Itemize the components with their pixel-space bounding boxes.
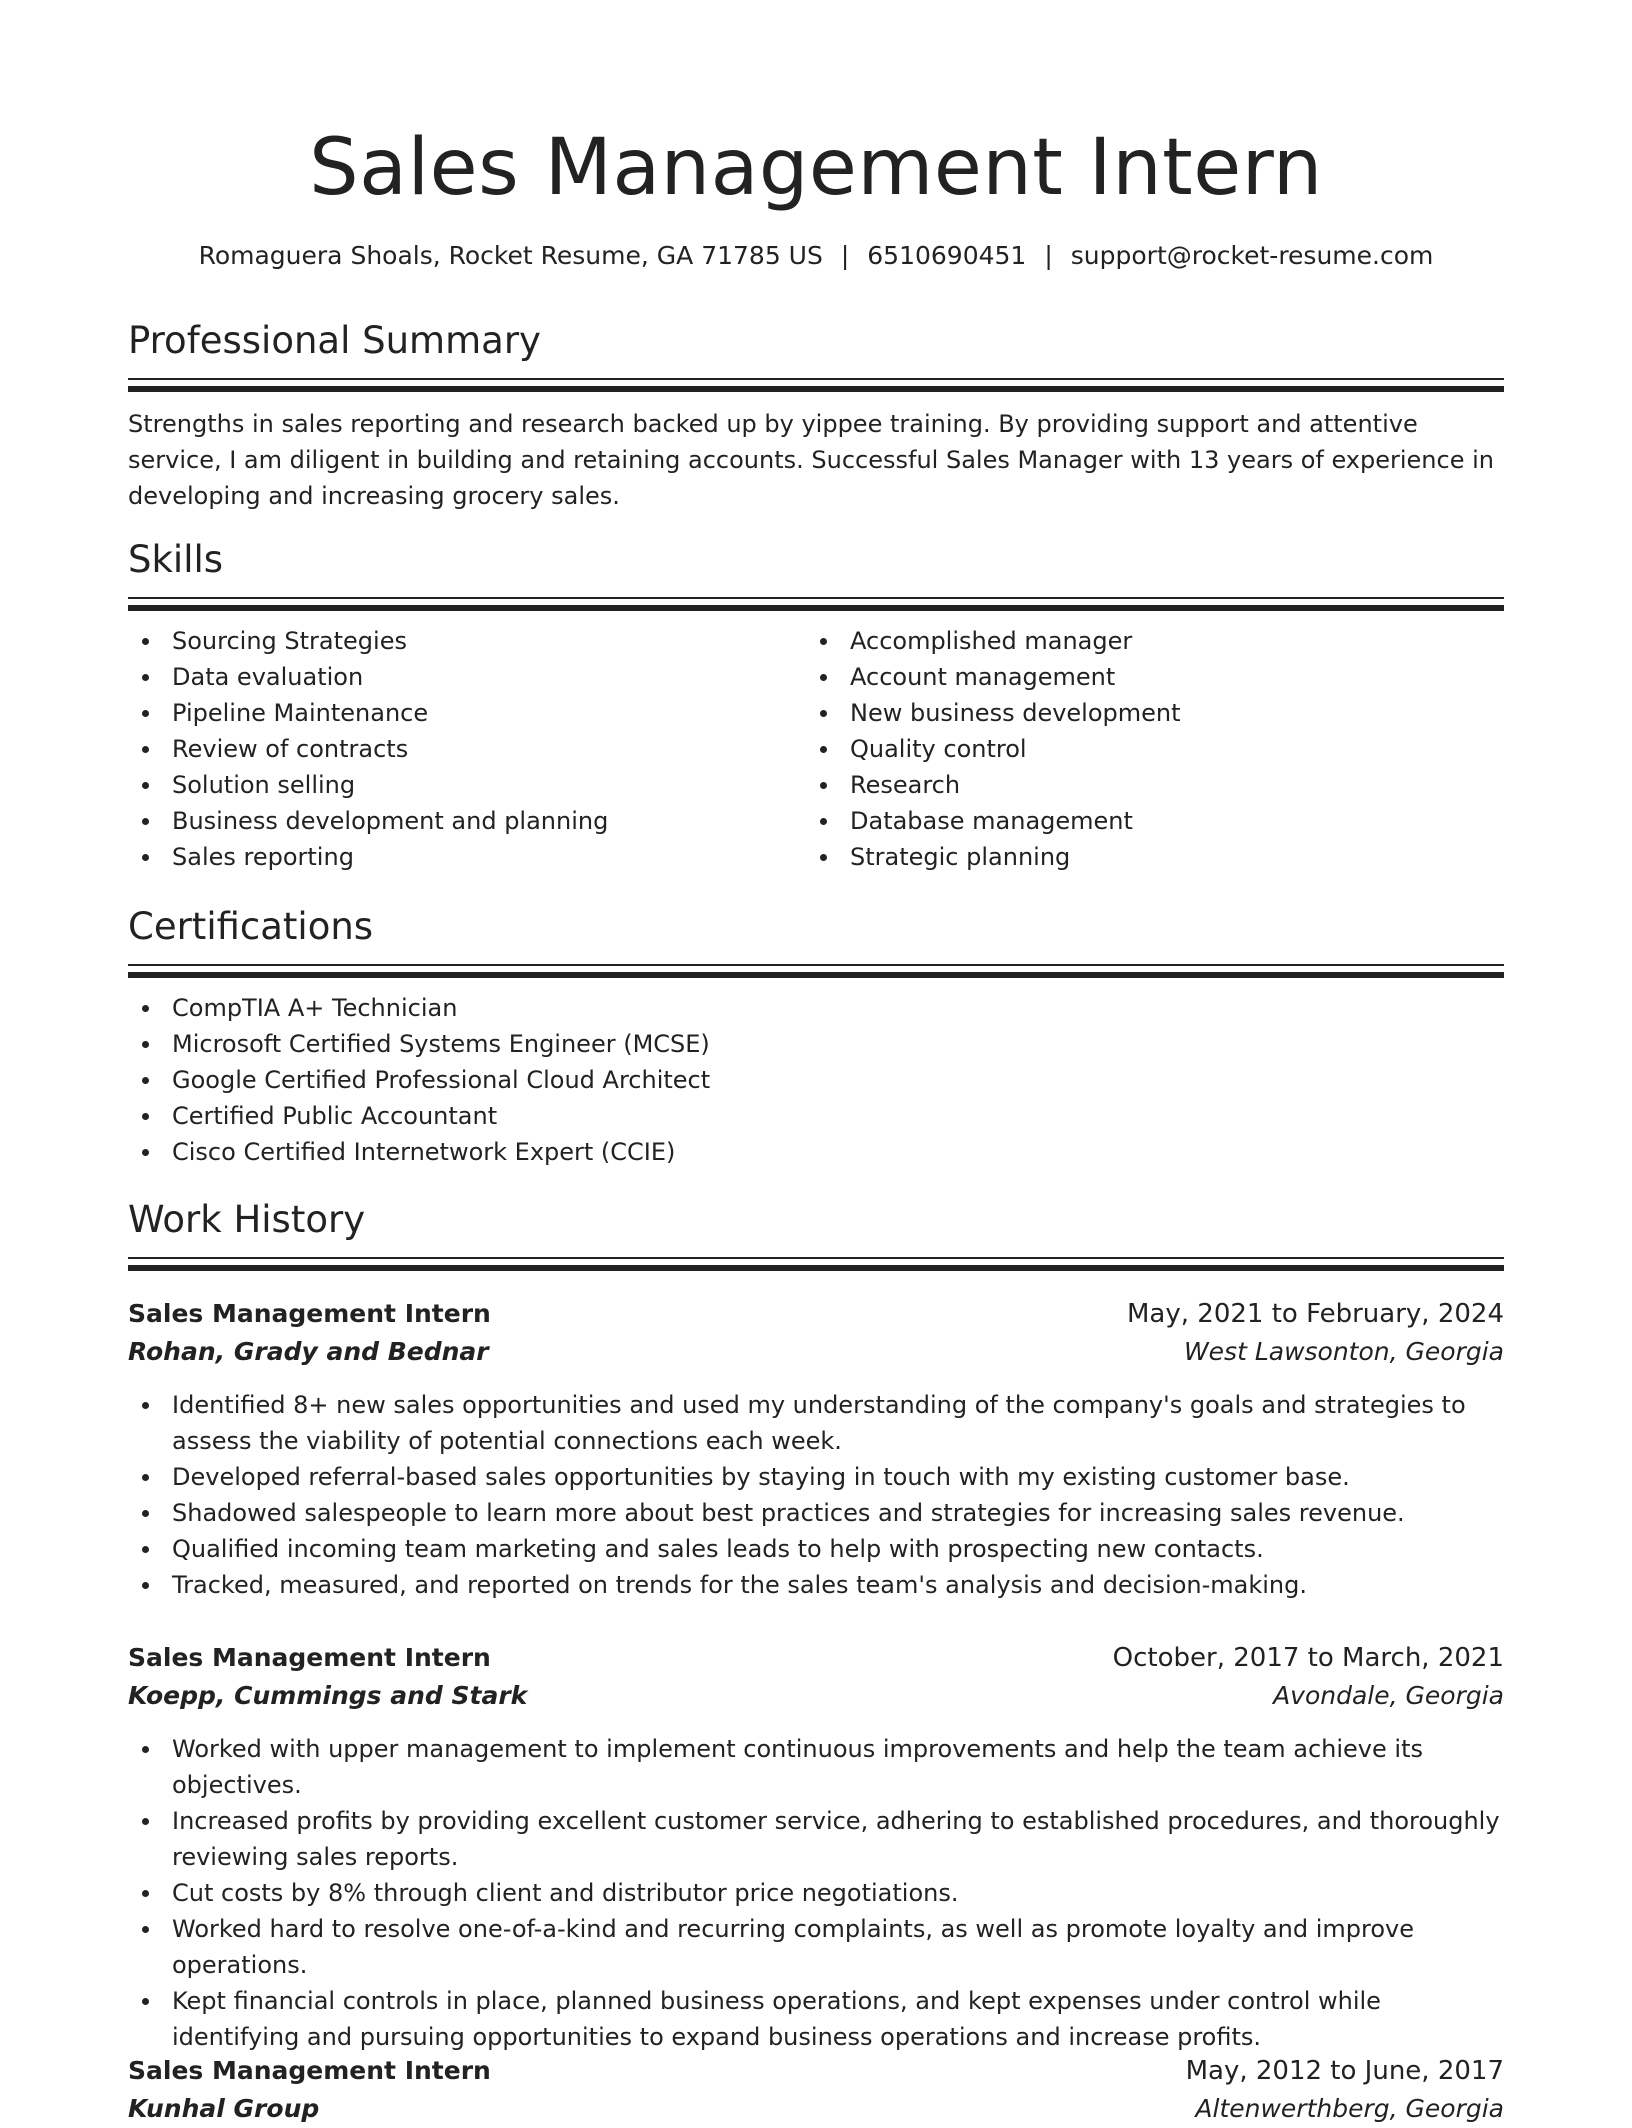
summary-text: Strengths in sales reporting and research backed up by yippee training. By providing support and attentive service, I am diligent in building and retaining accounts. Successful Sales Manager with 13 years of experience in developing and increasing grocery sales. [128, 410, 1494, 510]
list-item: Business development and planning [128, 803, 806, 839]
list-item: Pipeline Maintenance [128, 695, 806, 731]
job-title: Sales Management Intern [128, 2056, 491, 2085]
list-item: Database management [806, 803, 1484, 839]
job-bullets [128, 1387, 1504, 1603]
contact-email[interactable]: support@rocket-resume.com [1070, 241, 1434, 270]
job-entry [128, 1639, 1504, 2055]
skills-columns [128, 623, 1504, 875]
section-divider [128, 597, 1504, 611]
skills-left-list [128, 623, 806, 875]
list-item: Sourcing Strategies [128, 623, 806, 659]
skills-section [128, 535, 1504, 875]
job-company: Kunhal Group [128, 2094, 320, 2123]
list-item: Cisco Certified Internetwork Expert (CCIE) [128, 1134, 1504, 1170]
section-heading: Professional Summary [128, 319, 541, 362]
job-dates: October, 2017 to March, 2021 [1112, 1643, 1504, 1673]
job-location: West Lawsonton, Georgia [1183, 1337, 1504, 1366]
list-item: Developed referral-based sales opportunities by staying in touch with my existing customer base. [128, 1459, 1504, 1495]
job-dates: May, 2021 to February, 2024 [1127, 1299, 1504, 1329]
skills-right-column [806, 623, 1484, 875]
list-item: New business development [806, 695, 1484, 731]
list-item: Identified 8+ new sales opportunities and used my understanding of the company's goals and strategies to assess the viability of potential connections each week. [128, 1387, 1504, 1459]
job-title: Sales Management Intern [128, 1299, 491, 1328]
job-company: Rohan, Grady and Bednar [128, 1337, 489, 1366]
job-location: Avondale, Georgia [1273, 1681, 1504, 1710]
list-item: Microsoft Certified Systems Engineer (MCSE) [128, 1026, 1504, 1062]
list-item: Tracked, measured, and reported on trends for the sales team's analysis and decision-making. [128, 1567, 1504, 1603]
job-company-row [128, 1333, 1504, 1371]
section-divider [128, 964, 1504, 978]
list-item: Qualified incoming team marketing and sales leads to help with prospecting new contacts. [128, 1531, 1504, 1567]
certifications-list [128, 990, 1504, 1170]
resume-title: Sales Management Intern [309, 123, 1323, 213]
list-item: CompTIA A+ Technician [128, 990, 1504, 1026]
certifications-section [128, 902, 1504, 1170]
list-item: Increased profits by providing excellent customer service, adhering to established procedures, and thoroughly reviewing sales reports. [128, 1803, 1504, 1875]
skills-left-column [128, 623, 806, 875]
job-header-row [128, 1639, 1504, 1677]
contact-phone: 6510690451 [867, 241, 1027, 270]
job-header-row [128, 1295, 1504, 1333]
list-item: Sales reporting [128, 839, 806, 875]
section-divider [128, 378, 1504, 392]
job-bullets [128, 1731, 1504, 2055]
list-item: Kept financial controls in place, planned business operations, and kept expenses under control while identifying and pursuing opportunities to expand business operations and increase profits. [128, 1983, 1504, 2055]
section-divider [128, 1257, 1504, 1271]
list-item: Google Certified Professional Cloud Architect [128, 1062, 1504, 1098]
list-item: Certified Public Accountant [128, 1098, 1504, 1134]
list-item: Strategic planning [806, 839, 1484, 875]
list-item: Cut costs by 8% through client and distributor price negotiations. [128, 1875, 1504, 1911]
contact-line [128, 238, 1504, 274]
job-location: Altenwerthberg, Georgia [1195, 2094, 1504, 2123]
work-history-section [128, 1195, 1504, 1271]
list-item: Worked with upper management to implement continuous improvements and help the team achieve its objectives. [128, 1731, 1504, 1803]
list-item: Research [806, 767, 1484, 803]
contact-address: Romaguera Shoals, Rocket Resume, GA 71785 US [198, 241, 823, 270]
job-company-row [128, 2090, 1504, 2128]
job-header-row [128, 2052, 1504, 2090]
list-item: Accomplished manager [806, 623, 1484, 659]
section-heading: Work History [128, 1198, 366, 1241]
list-item: Account management [806, 659, 1484, 695]
contact-separator: | [1044, 241, 1053, 270]
list-item: Worked hard to resolve one-of-a-kind and recurring complaints, as well as promote loyalty and improve operations. [128, 1911, 1504, 1983]
job-dates: May, 2012 to June, 2017 [1185, 2056, 1504, 2086]
job-title: Sales Management Intern [128, 1643, 491, 1672]
list-item: Data evaluation [128, 659, 806, 695]
list-item: Shadowed salespeople to learn more about best practices and strategies for increasing sales revenue. [128, 1495, 1504, 1531]
job-entry [128, 2052, 1504, 2128]
job-entry [128, 1295, 1504, 1603]
job-company: Koepp, Cummings and Stark [128, 1681, 528, 1710]
list-item: Solution selling [128, 767, 806, 803]
job-company-row [128, 1677, 1504, 1715]
contact-separator: | [840, 241, 850, 270]
list-item: Quality control [806, 731, 1484, 767]
section-heading: Certifications [128, 905, 374, 948]
section-heading: Skills [128, 538, 224, 581]
summary-section [128, 316, 1504, 514]
skills-right-list [806, 623, 1484, 875]
list-item: Review of contracts [128, 731, 806, 767]
